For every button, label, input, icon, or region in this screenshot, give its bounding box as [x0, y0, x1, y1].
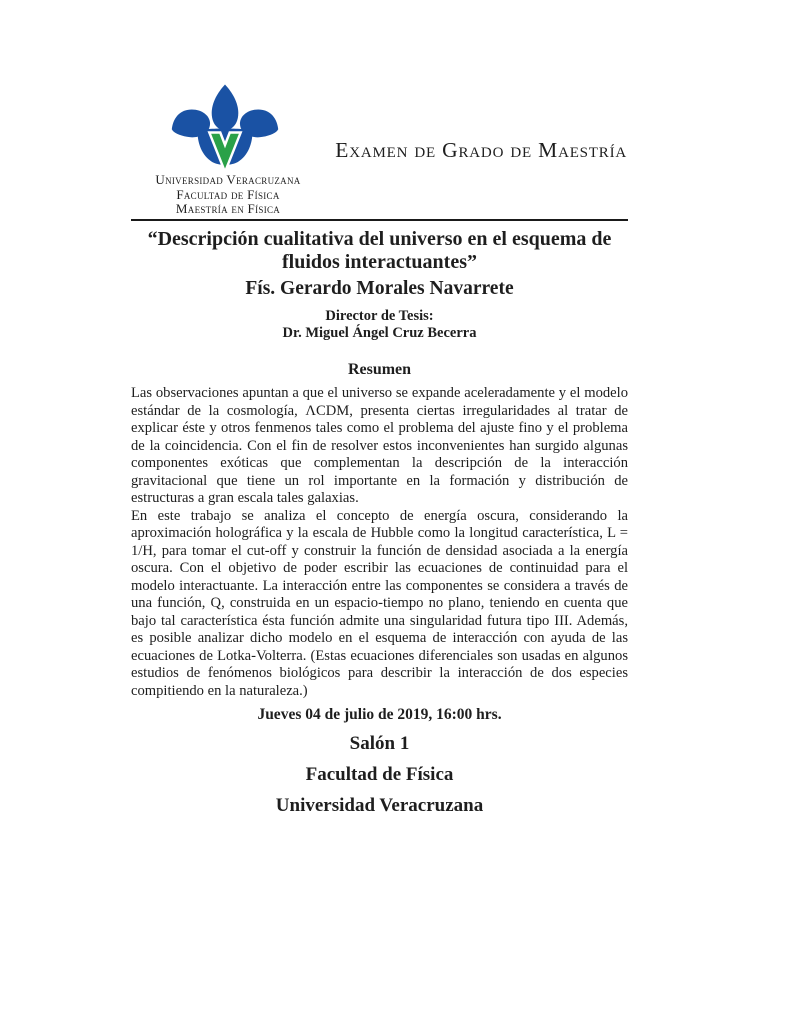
event-datetime: Jueves 04 de julio de 2019, 16:00 hrs. [257, 706, 502, 723]
main-content [131, 228, 628, 817]
thesis-title: “Descripción cualitativa del universo en el esquema de fluidos interactuantes” [147, 228, 612, 273]
header-divider [131, 219, 628, 221]
director-block [131, 308, 628, 342]
institution-lines [126, 173, 330, 217]
institution-name: Universidad Veracruzana [155, 172, 301, 187]
universidad-veracruzana-logo-icon [168, 83, 282, 183]
director-name: Dr. Miguel Ángel Cruz Becerra [282, 325, 477, 341]
event-university: Universidad Veracruzana [275, 795, 484, 816]
thesis-author: Fís. Gerardo Morales Navarrete [245, 278, 514, 299]
abstract-paragraph-2: En este trabajo se analiza el concepto de energía oscura, considerando la aproximación holográfica y la escala de Hubble como la longitud característica, L = 1/H, para tomar el cut-off y construir la función de densidad asociada a la energía oscura. Con el objetivo de poder escribir las ecuaciones de continuidad para el modelo interactuante. La interacción entre las componentes se considera a través de una función, Q, construida en un espacio-tiempo no plano, teniendo en cuenta que bajo tal característica ésta función admite una singularidad futura tipo III. Además, es posible analizar dicho modelo en el esquema de interacción con ayuda de las ecuaciones de Lotka-Volterra. (Estas ecuaciones diferenciales son usadas en algunos estudios de fenómenos biológicos para describir la interacción de dos especies compitiendo en la naturaleza.) [131, 507, 628, 699]
event-room: Salón 1 [349, 733, 410, 754]
abstract-body [131, 385, 628, 700]
program-name: Maestría en Física [175, 201, 281, 216]
director-label: Director de Tesis: [325, 308, 434, 324]
document-type-heading: Examen de Grado de Maestría [335, 138, 627, 162]
abstract-heading: Resumen [347, 361, 412, 378]
event-faculty: Facultad de Física [305, 764, 454, 785]
faculty-name: Facultad de Física [176, 186, 280, 202]
abstract-paragraph-1: Las observaciones apuntan a que el universo se expande aceleradamente y el modelo estándar de la cosmología, ΛCDM, presenta ciertas irregularidades al tratar de explicar éste y otros fenmenos tales como el problema del ajuste fino y el problema de la coincidencia. Con el fin de resolver estos inconvenientes han surgido algunas componentes exóticas que complementan la descripción de la interacción gravitacional que tiene un rol importante en la formación y distribución de estructuras a gran escala tales galaxias. [131, 385, 628, 506]
